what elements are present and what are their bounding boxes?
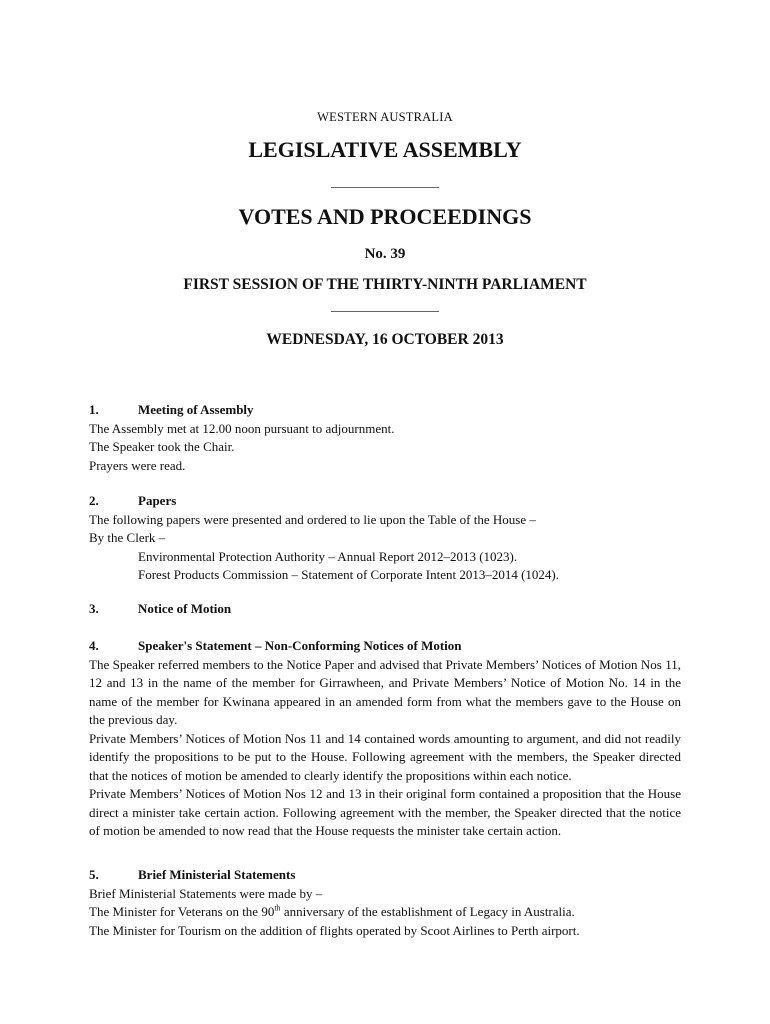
section-speakers-statement	[89, 637, 681, 841]
section-title: Notice of Motion	[138, 601, 232, 616]
section-title: Papers	[138, 493, 177, 508]
body-line: The Assembly met at 12.00 noon pursuant to adjournment.	[89, 420, 395, 436]
paper-item: Environmental Protection Authority – Annual Report 2012–2013 (1023).	[138, 548, 518, 564]
body-paragraph: Private Members’ Notices of Motion Nos 12 and 13 in their original form contained a proposition that the House direct a minister take certain action. Following agreement with the member, the Speaker directed that the notice of motion be amended to now read that the House requests the minister take certain action.	[89, 786, 681, 838]
body-line: The Speaker took the Chair.	[89, 439, 235, 454]
section-heading	[89, 637, 681, 656]
section-title: Meeting of Assembly	[138, 402, 254, 417]
section-number: 5.	[89, 867, 99, 882]
section-number: 2.	[89, 493, 99, 508]
body-line: Prayers were read.	[89, 457, 186, 473]
body-paragraph: The Speaker referred members to the Notice Paper and advised that Private Members’ Notices of Motion Nos 11, 12 and 13 in the name of the member for Girrawheen, and Private Members’ Notice of Motion No. 14 in the name of the member for Kwinana appeared in an amended form from what the members gave to the House on the previous day.	[89, 656, 681, 727]
section-heading	[89, 492, 681, 511]
ordinal-suffix: th	[274, 903, 281, 913]
statement-veterans	[89, 903, 681, 922]
statement-text: anniversary of the establishment of Legacy in Australia.	[280, 904, 575, 919]
state-heading: WESTERN AUSTRALIA	[317, 110, 453, 124]
section-notice-of-motion	[89, 600, 681, 619]
body-line: The following papers were presented and ordered to lie upon the Table of the House –	[89, 511, 536, 527]
body-paragraph: Private Members’ Notices of Motion Nos 11 and 14 contained words amounting to argument, and did not readily identify the propositions to be put to the House. Following agreement with the members, the Speaker directed that the notices of motion be amended to clearly identify the propositions within each notice.	[89, 730, 681, 783]
section-brief-ministerial-statements	[89, 866, 681, 940]
divider-rule	[331, 187, 439, 188]
issue-number: No. 39	[364, 246, 406, 262]
section-number: 1.	[89, 402, 99, 417]
section-title: Speaker's Statement – Non-Conforming Notices of Motion	[138, 638, 462, 653]
section-number: 4.	[89, 638, 99, 653]
sitting-date: WEDNESDAY, 16 OCTOBER 2013	[266, 331, 504, 348]
section-heading	[89, 600, 681, 619]
session-heading: FIRST SESSION OF THE THIRTY-NINTH PARLIAMENT	[183, 276, 587, 293]
section-number: 3.	[89, 601, 99, 616]
statement-tourism: The Minister for Tourism on the addition of flights operated by Scoot Airlines to Perth airport.	[89, 922, 580, 938]
body-line: Brief Ministerial Statements were made by –	[89, 885, 323, 901]
divider-rule	[331, 311, 439, 312]
section-heading	[89, 866, 681, 885]
section-heading	[89, 401, 681, 420]
body-line: By the Clerk –	[89, 530, 166, 545]
chamber-heading: LEGISLATIVE ASSEMBLY	[248, 137, 522, 162]
section-title: Brief Ministerial Statements	[138, 867, 296, 882]
paper-item: Forest Products Commission – Statement of Corporate Intent 2013–2014 (1024).	[138, 567, 560, 582]
statement-text: The Minister for Veterans on the 90	[89, 904, 275, 919]
document-title: VOTES AND PROCEEDINGS	[238, 204, 532, 229]
section-meeting-of-assembly	[89, 401, 681, 475]
section-papers	[89, 492, 681, 585]
